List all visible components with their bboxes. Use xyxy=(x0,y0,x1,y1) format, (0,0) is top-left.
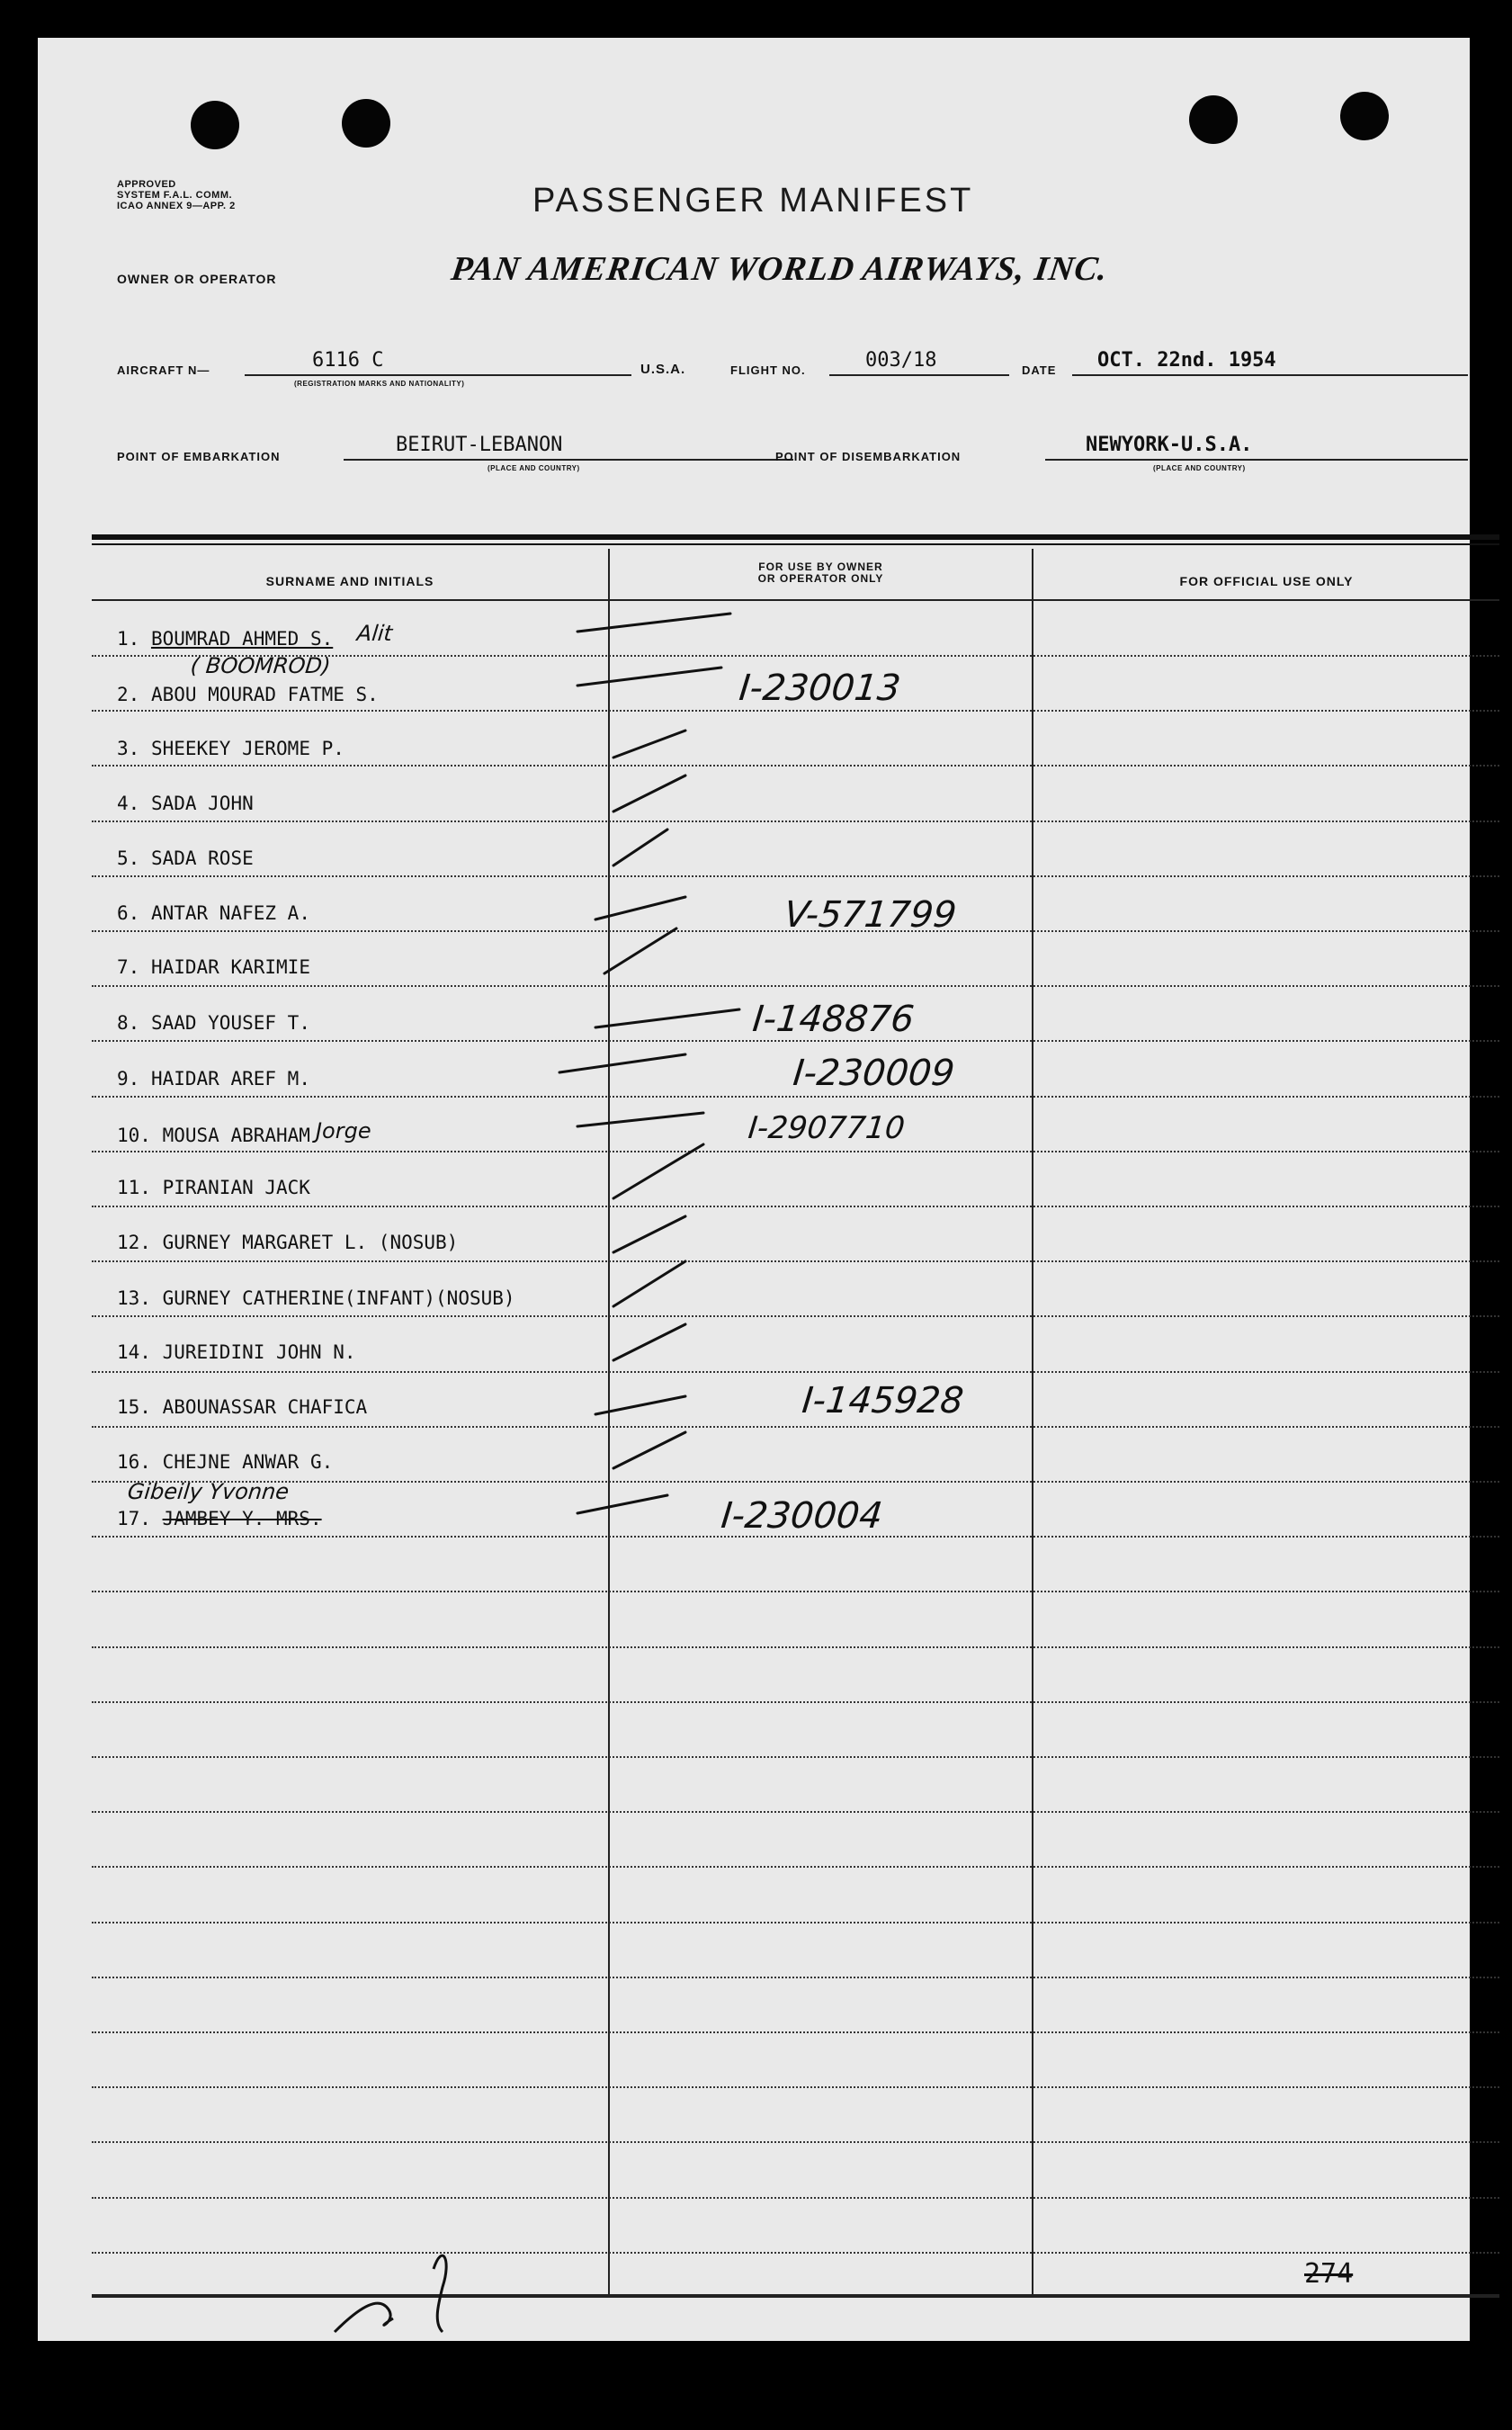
col-header-official: FOR OFFICIAL USE ONLY xyxy=(1179,574,1354,588)
passenger-name: CHEJNE ANWAR G. xyxy=(162,1451,334,1473)
passenger-name: MOUSA ABRAHAM xyxy=(162,1125,310,1146)
check-mark xyxy=(613,1216,685,1252)
row-number: 8. xyxy=(117,1012,140,1034)
passenger-name: JUREIDINI JOHN N. xyxy=(162,1341,356,1363)
embark-value: BEIRUT-LEBANON xyxy=(396,434,563,456)
passenger-name: GURNEY CATHERINE(INFANT)(NOSUB) xyxy=(162,1287,515,1309)
check-mark xyxy=(613,776,685,811)
check-mark xyxy=(613,1432,685,1468)
passenger-name: BOUMRAD AHMED S. xyxy=(150,628,334,650)
handwritten-note: Alit xyxy=(355,621,394,646)
handwritten-note: I-230009 xyxy=(791,1053,957,1094)
col-header-owner-line2: OR OPERATOR ONLY xyxy=(757,572,884,585)
page-title: PASSENGER MANIFEST xyxy=(532,182,974,220)
handwritten-addition: Jorge xyxy=(315,1118,371,1143)
embark-caption: (PLACE AND COUNTRY) xyxy=(488,464,580,472)
check-mark xyxy=(613,1261,685,1306)
handwritten-correction: Gibeily Yvonne xyxy=(126,1479,291,1504)
row-number: 4. xyxy=(117,793,140,814)
check-mark xyxy=(577,1495,667,1513)
check-mark xyxy=(559,1054,685,1072)
row-number: 9. xyxy=(117,1068,140,1089)
handwritten-note: I-148876 xyxy=(750,999,917,1040)
embark-label: POINT OF EMBARKATION xyxy=(117,450,281,463)
manifest-page xyxy=(38,38,1470,2341)
aircraft-label: AIRCRAFT N— xyxy=(117,363,210,377)
handwritten-note: I-230004 xyxy=(719,1495,885,1537)
row-number: 10. xyxy=(117,1125,151,1146)
passenger-name: SADA JOHN xyxy=(150,793,254,814)
disembark-label: POINT OF DISEMBARKATION xyxy=(775,450,962,463)
disembark-caption: (PLACE AND COUNTRY) xyxy=(1153,464,1246,472)
col-header-surname: SURNAME AND INITIALS xyxy=(265,574,434,588)
col-header-owner-line1: FOR USE BY OWNER xyxy=(758,560,883,573)
check-mark xyxy=(595,897,685,919)
row-number: 6. xyxy=(117,902,140,924)
row-number: 14. xyxy=(117,1341,151,1363)
row-number: 2. xyxy=(117,684,140,705)
passenger-name: PIRANIAN JACK xyxy=(162,1177,310,1198)
check-mark xyxy=(613,731,685,758)
approval-line: APPROVED xyxy=(117,179,176,190)
check-mark xyxy=(613,1324,685,1360)
approval-line: ICAO ANNEX 9—APP. 2 xyxy=(117,201,236,211)
row-number: 5. xyxy=(117,847,140,869)
passenger-name: HAIDAR KARIMIE xyxy=(150,956,310,978)
passenger-name: ABOU MOURAD FATME S. xyxy=(150,684,379,705)
row-number: 17. xyxy=(117,1508,151,1529)
page-number: 274 xyxy=(1304,2258,1354,2290)
passenger-name: ANTAR NAFEZ A. xyxy=(150,902,310,924)
check-mark xyxy=(613,829,667,865)
check-mark xyxy=(604,928,676,973)
passenger-name: SAAD YOUSEF T. xyxy=(150,1012,310,1034)
passenger-name: GURNEY MARGARET L. (NOSUB) xyxy=(162,1232,459,1253)
handwritten-note: I-230013 xyxy=(737,668,903,709)
date-value: OCT. 22nd. 1954 xyxy=(1097,349,1276,372)
row-number: 3. xyxy=(117,738,140,759)
usa-label: U.S.A. xyxy=(640,362,686,377)
aircraft-caption: (REGISTRATION MARKS AND NATIONALITY) xyxy=(294,380,465,388)
passenger-name: SHEEKEY JEROME P. xyxy=(150,738,344,759)
signature-scribble xyxy=(308,2233,577,2341)
passenger-name: HAIDAR AREF M. xyxy=(150,1068,310,1089)
handwritten-note: I-2907710 xyxy=(746,1110,907,1146)
row-number: 1. xyxy=(117,628,140,650)
check-mark xyxy=(577,1113,703,1126)
flight-label: FLIGHT NO. xyxy=(730,363,806,377)
handwritten-note: I-145928 xyxy=(800,1380,966,1421)
check-mark xyxy=(577,614,730,632)
row-number: 7. xyxy=(117,956,140,978)
owner-label: OWNER OR OPERATOR xyxy=(117,272,277,286)
handwritten-note: V-571799 xyxy=(782,894,959,936)
table-bottom-rule xyxy=(92,2294,1499,2298)
aircraft-value: 6116 C xyxy=(312,349,384,372)
handwritten-correction: ( BOOMROD) xyxy=(189,653,332,678)
row-number: 12. xyxy=(117,1232,151,1253)
passenger-name: SADA ROSE xyxy=(150,847,254,869)
check-mark xyxy=(577,668,721,686)
row-number: 15. xyxy=(117,1396,151,1418)
passenger-name: JAMBEY Y. MRS. xyxy=(162,1508,322,1529)
row-number: 16. xyxy=(117,1451,151,1473)
approval-line: SYSTEM F.A.L. COMM. xyxy=(117,190,233,201)
check-mark xyxy=(595,1009,739,1027)
check-mark xyxy=(595,1396,685,1414)
row-number: 11. xyxy=(117,1177,151,1198)
check-marks xyxy=(38,38,1470,2341)
passenger-name: ABOUNASSAR CHAFICA xyxy=(162,1396,368,1418)
check-mark xyxy=(613,1144,703,1198)
owner-value: PAN AMERICAN WORLD AIRWAYS, INC. xyxy=(449,250,1111,288)
date-label: DATE xyxy=(1022,363,1057,377)
disembark-value: NEWYORK-U.S.A. xyxy=(1086,434,1253,456)
row-number: 13. xyxy=(117,1287,151,1309)
flight-value: 003/18 xyxy=(865,349,937,372)
